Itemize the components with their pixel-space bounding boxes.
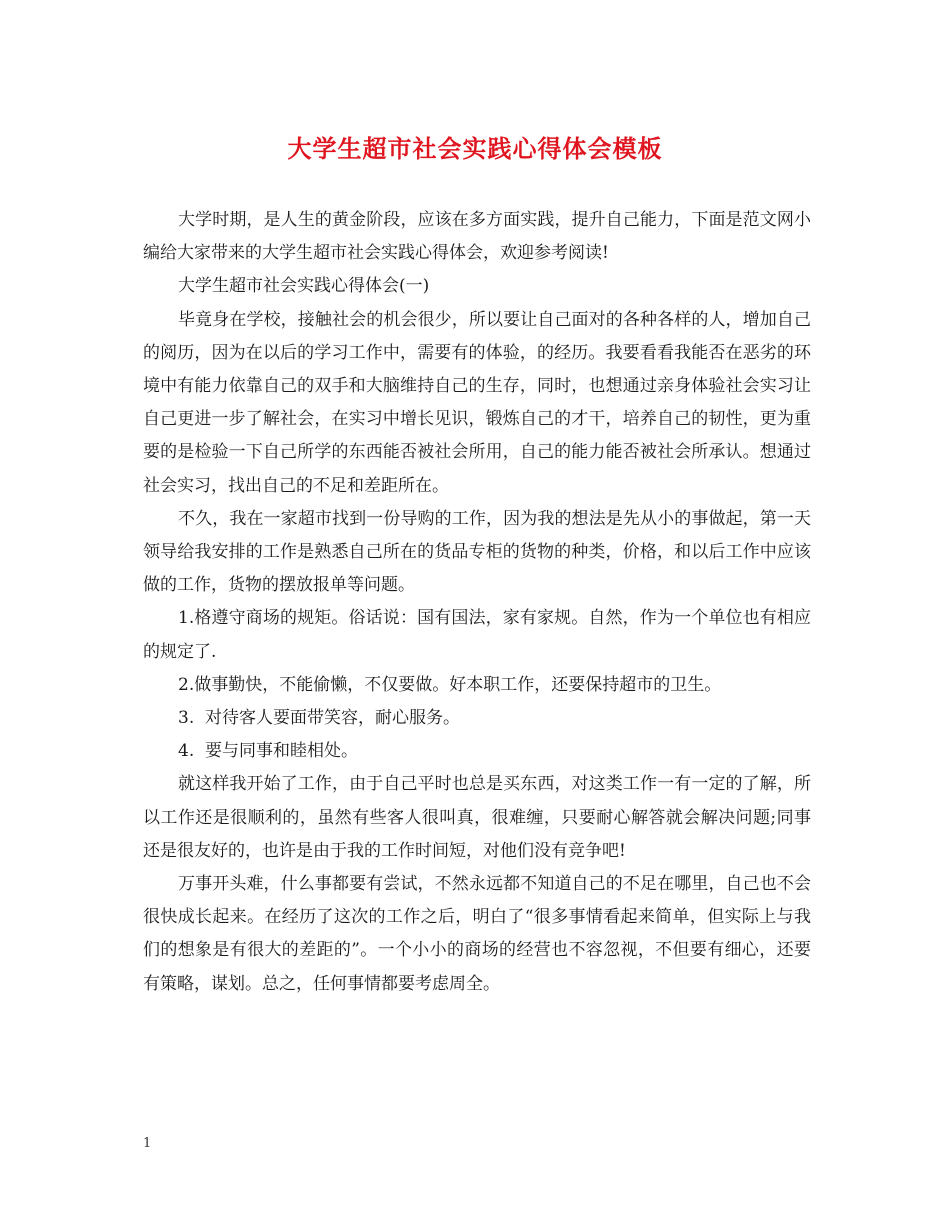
list-item: 1.格遵守商场的规矩。俗话说：国有国法，家有家规。自然，作为一个单位也有相应的规定了. — [143, 608, 811, 662]
paragraph: 就这样我开始了工作，由于自己平时也总是买东西，对这类工作一有一定的了解，所以工作还是很顺利的，虽然有些客人很叫真，很难缠，只要耐心解答就会解决问题;同事还是很友好的，也许是由于我的工作时间短，对他们没有竞争吧! — [143, 774, 811, 861]
paragraph-intro: 大学时期，是人生的黄金阶段，应该在多方面实践，提升自己能力，下面是范文网小编给大家带来的大学生超市社会实践心得体会，欢迎参考阅读! — [143, 210, 811, 264]
document-body — [143, 204, 811, 1001]
paragraph: 不久，我在一家超市找到一份导购的工作，因为我的想法是先从小的事做起，第一天领导给我安排的工作是熟悉自己所在的货品专柜的货物的种类，价格，和以后工作中应该做的工作，货物的摆放报单等问题。 — [143, 508, 811, 596]
paragraph: 毕竟身在学校，接触社会的机会很少，所以要让自己面对的各种各样的人，增加自己的阅历，因为在以后的学习工作中，需要有的体验，的经历。我要看看我能否在恶劣的环境中有能力依靠自己的双手和大脑维持自己的生存，同时，也想通过亲身体验社会实习让自己更进一步了解社会，在实习中增长见识，锻炼自己的才干，培养自己的韧性，更为重要的是检验一下自己所学的东西能否被社会所用，自己的能力能否被社会所承认。想通过社会实习，找出自己的不足和差距所在。 — [143, 309, 811, 496]
paragraph: 万事开头难，什么事都要有尝试，不然永远都不知道自己的不足在哪里，自己也不会很快成长起来。在经历了这次的工作之后，明白了“很多事情看起来简单，但实际上与我们的想象是有很大的差距的”。一个小小的商场的经营也不容忽视，不但要有细心，还要有策略，谋划。总之，任何事情都要考虑周全。 — [143, 874, 811, 994]
list-item: 3. 对待客人要面带笑容，耐心服务。 — [178, 708, 461, 729]
list-item: 4. 要与同事和睦相处。 — [178, 741, 359, 762]
page-number: 1 — [143, 1136, 152, 1151]
section-heading: 大学生超市社会实践心得体会(一) — [178, 276, 430, 297]
document-title: 大学生超市社会实践心得体会模板 — [287, 134, 663, 163]
list-item: 2.做事勤快，不能偷懒，不仅要做。好本职工作，还要保持超市的卫生。 — [178, 674, 722, 695]
